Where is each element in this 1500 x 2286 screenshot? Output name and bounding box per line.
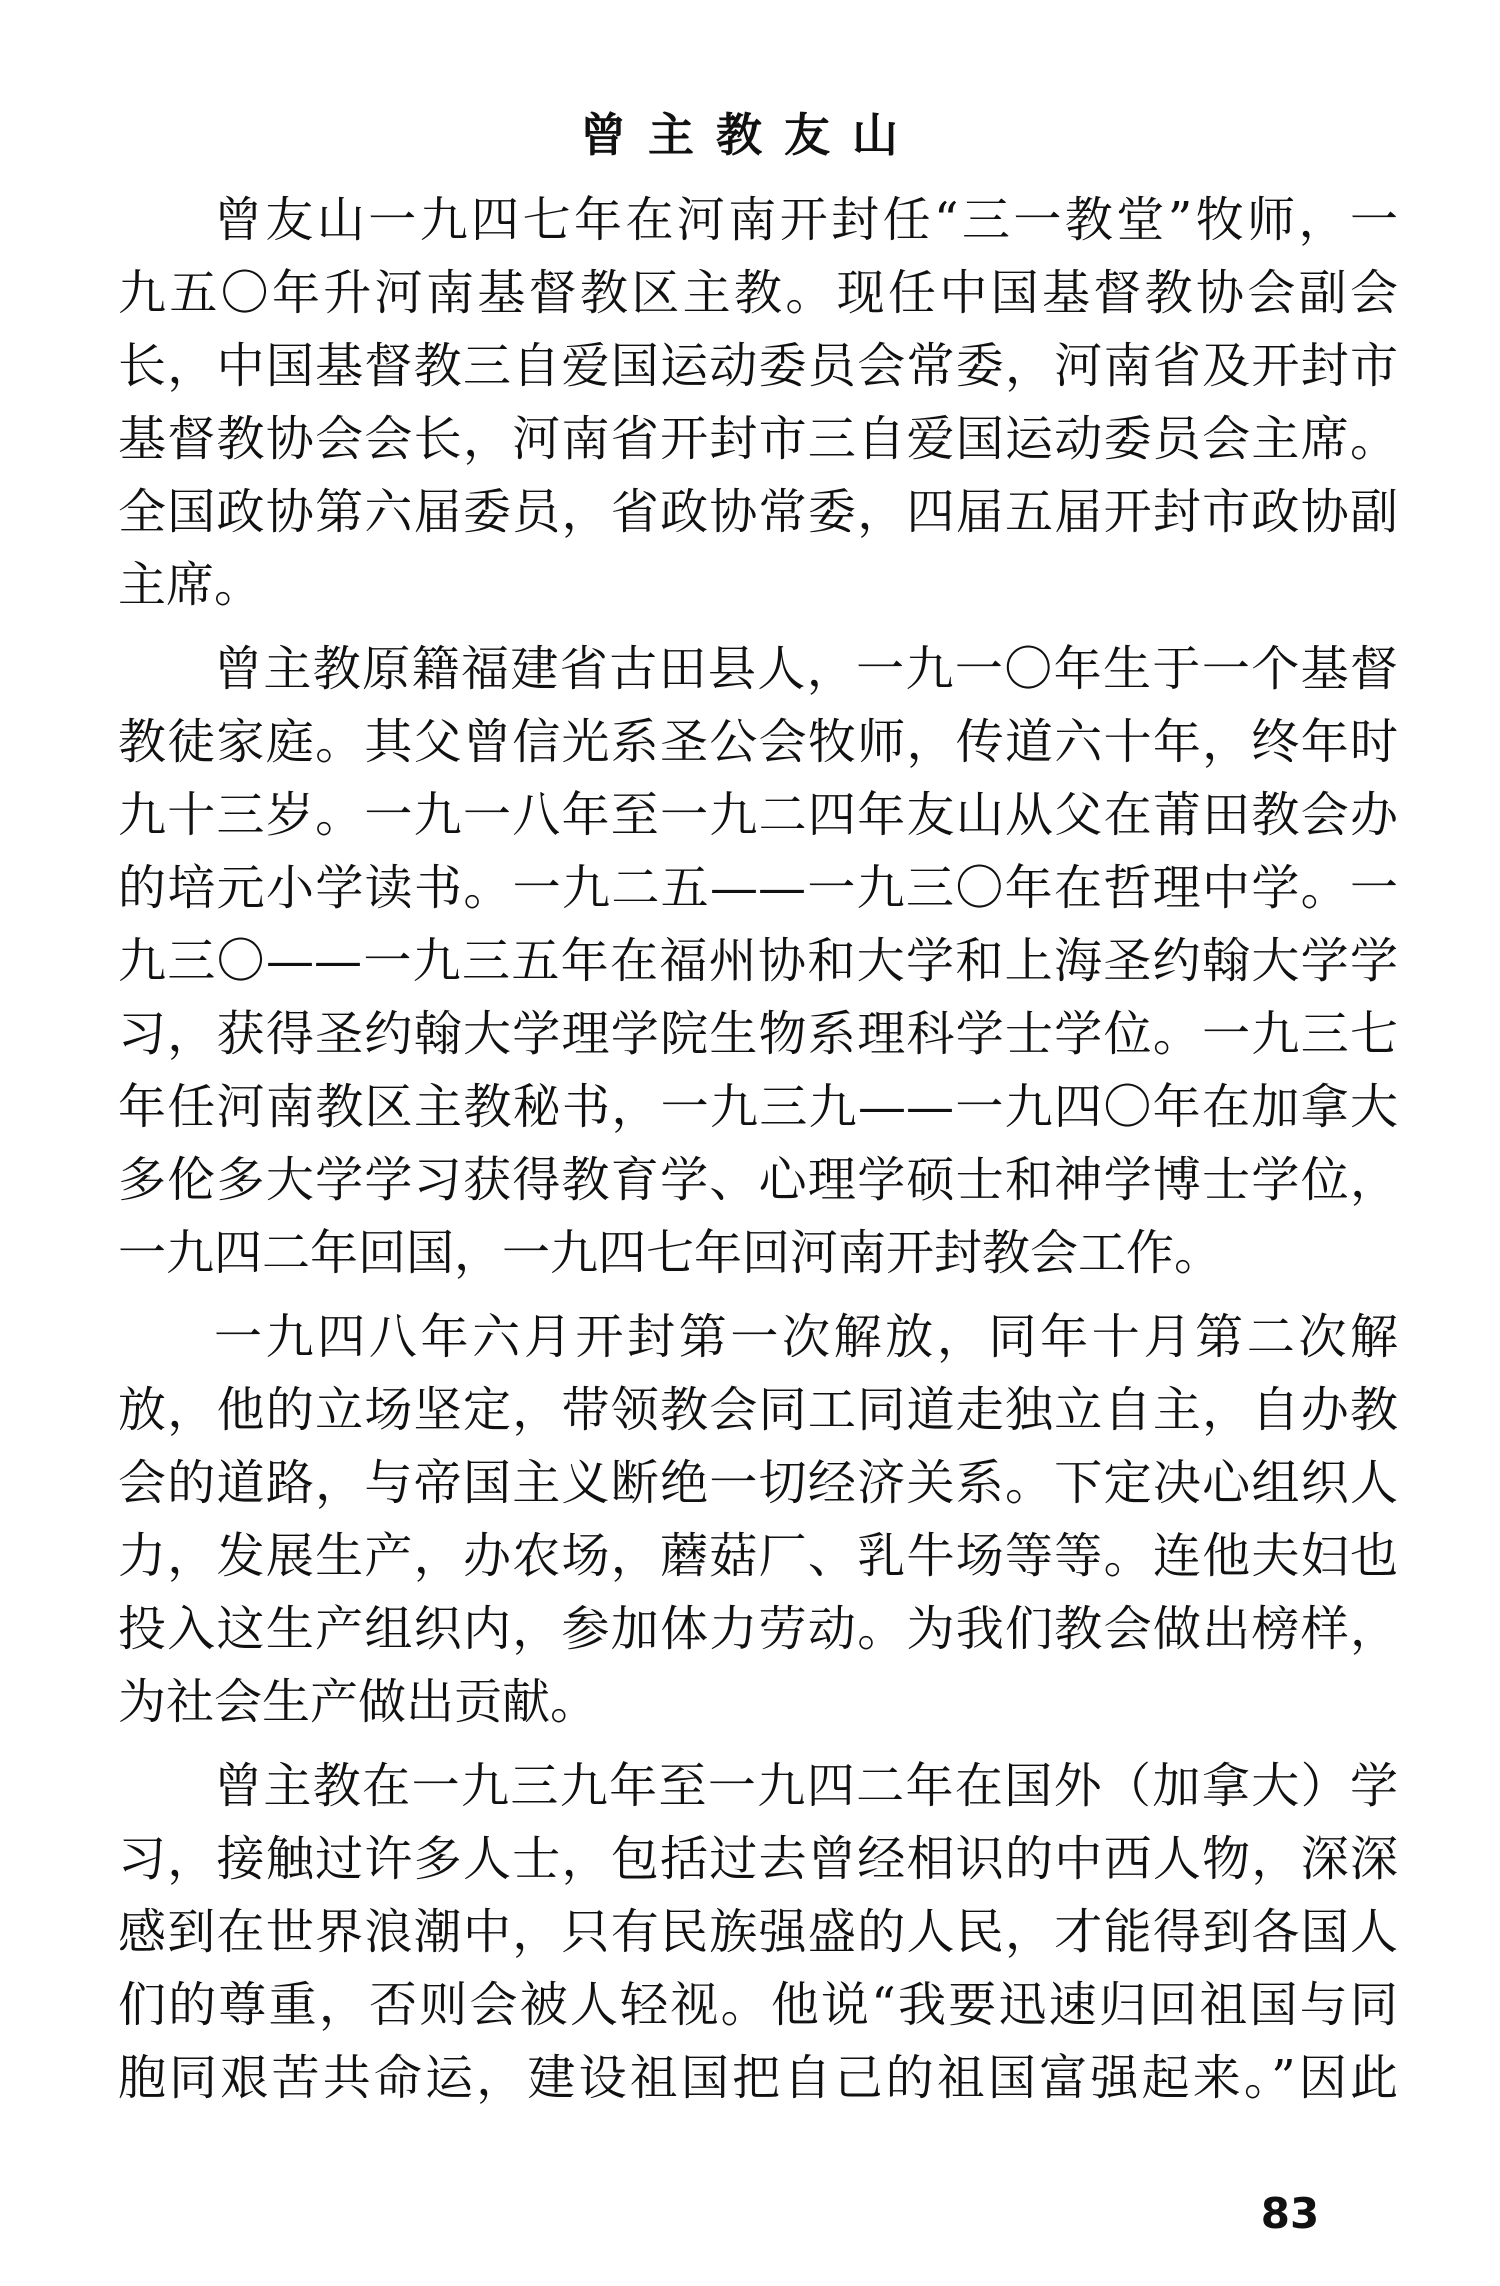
paragraph-2 <box>118 633 1398 1290</box>
page-title: 曾主教友山 <box>580 108 920 162</box>
text-line: 为社会生产做出贡献。 <box>118 1674 599 1730</box>
text-line: 的培元小学读书。一九二五——一九三〇年在哲理中学。一 <box>118 860 1398 916</box>
text-line: 们的尊重，否则会被人轻视。他说“我要迅速归回祖国与同 <box>118 1977 1398 2033</box>
text-line: 主席。 <box>118 557 263 613</box>
text-line: 曾主教在一九三九年至一九四二年在国外（加拿大）学 <box>214 1758 1398 1814</box>
text-line: 一九四八年六月开封第一次解放，同年十月第二次解 <box>214 1309 1398 1365</box>
text-line: 一九四二年回国，一九四七年回河南开封教会工作。 <box>118 1225 1223 1281</box>
text-line: 感到在世界浪潮中，只有民族强盛的人民，才能得到各国人 <box>118 1904 1398 1960</box>
text-line: 胞同艰苦共命运，建设祖国把自己的祖国富强起来。”因此 <box>118 2050 1398 2106</box>
text-line: 放，他的立场坚定，带领教会同工同道走独立自主，自办教 <box>118 1382 1398 1438</box>
text-line: 会的道路，与帝国主义断绝一切经济关系。下定决心组织人 <box>118 1455 1398 1511</box>
paragraph-3 <box>118 1301 1398 1739</box>
body-text <box>118 184 1398 2115</box>
paragraph-1 <box>118 184 1398 622</box>
text-line: 投入这生产组织内，参加体力劳动。为我们教会做出榜样， <box>118 1601 1398 1657</box>
text-line: 曾友山一九四七年在河南开封任“三一教堂”牧师，一 <box>214 192 1398 248</box>
text-line: 习，获得圣约翰大学理学院生物系理科学士学位。一九三七 <box>118 1006 1398 1062</box>
text-line: 长，中国基督教三自爱国运动委员会常委，河南省及开封市 <box>118 338 1398 394</box>
text-line: 曾主教原籍福建省古田县人，一九一〇年生于一个基督 <box>214 641 1398 697</box>
text-line: 年任河南教区主教秘书，一九三九——一九四〇年在加拿大 <box>118 1079 1398 1135</box>
text-line: 习，接触过许多人士，包括过去曾经相识的中西人物，深深 <box>118 1831 1398 1887</box>
text-line: 力，发展生产，办农场，蘑菇厂、乳牛场等等。连他夫妇也 <box>118 1528 1398 1584</box>
text-line: 教徒家庭。其父曾信光系圣公会牧师，传道六十年，终年时 <box>118 714 1398 770</box>
text-line: 全国政协第六届委员，省政协常委，四届五届开封市政协副 <box>118 484 1398 540</box>
text-line: 多伦多大学学习获得教育学、心理学硕士和神学博士学位， <box>118 1152 1398 1208</box>
text-line: 基督教协会会长，河南省开封市三自爱国运动委员会主席。 <box>118 411 1398 467</box>
text-line: 九五〇年升河南基督教区主教。现任中国基督教协会副会 <box>118 265 1398 321</box>
page-number: 83 <box>1260 2189 1320 2238</box>
paragraph-4 <box>118 1750 1398 2115</box>
text-line: 九三〇——一九三五年在福州协和大学和上海圣约翰大学学 <box>118 933 1398 989</box>
text-line: 九十三岁。一九一八年至一九二四年友山从父在莆田教会办 <box>118 787 1398 843</box>
